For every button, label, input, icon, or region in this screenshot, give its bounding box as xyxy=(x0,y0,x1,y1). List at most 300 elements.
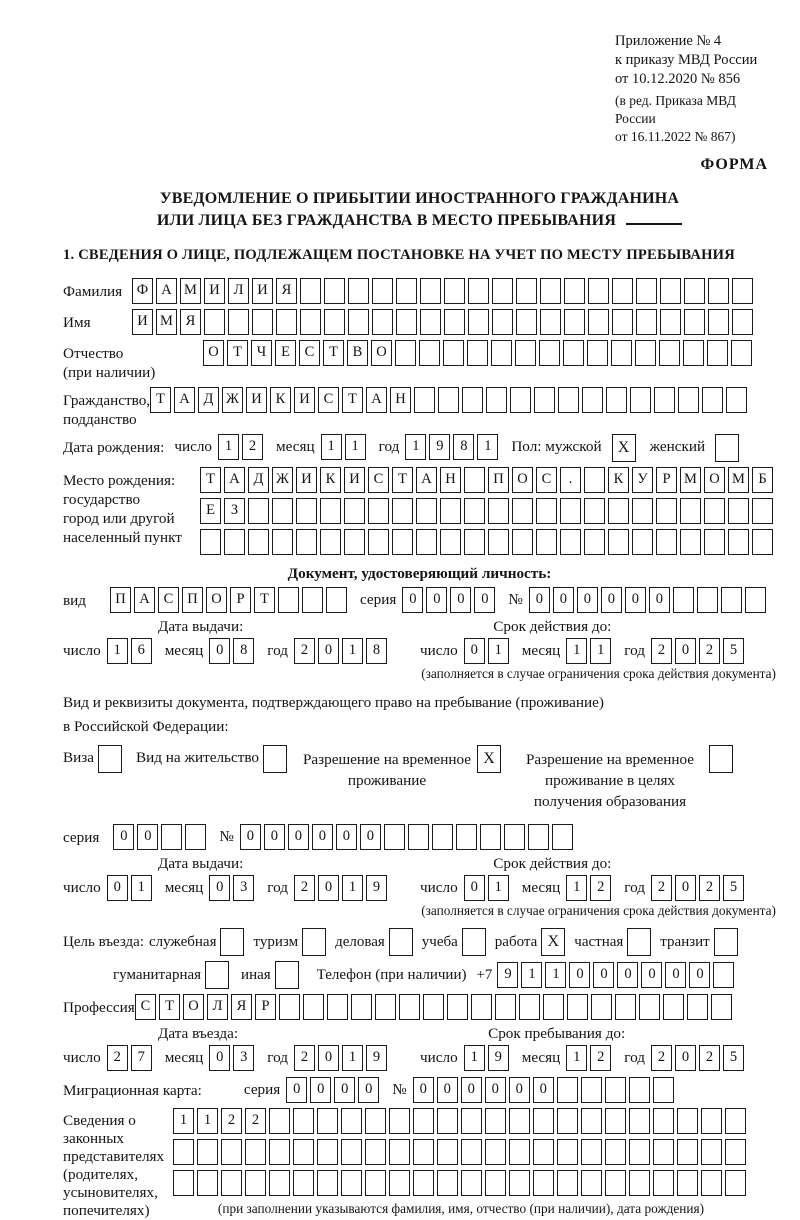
char-cell-empty[interactable] xyxy=(440,529,461,555)
char-cell-empty[interactable] xyxy=(515,340,536,366)
char-cell-filled[interactable]: 2 xyxy=(221,1108,242,1134)
char-cell-empty[interactable] xyxy=(540,309,561,335)
char-cell-filled[interactable]: М xyxy=(156,309,177,335)
char-cell-filled[interactable]: 0 xyxy=(450,587,471,613)
char-cell-empty[interactable] xyxy=(461,1139,482,1165)
char-cell-filled[interactable]: 0 xyxy=(336,824,357,850)
char-cell-empty[interactable] xyxy=(486,387,507,413)
char-cell-filled[interactable]: 0 xyxy=(649,587,670,613)
char-cell-empty[interactable] xyxy=(728,529,749,555)
char-cell-filled[interactable]: 1 xyxy=(342,638,363,664)
char-cell-filled[interactable]: 1 xyxy=(488,875,509,901)
char-cell-empty[interactable] xyxy=(344,498,365,524)
char-cell-filled[interactable]: К xyxy=(320,467,341,493)
char-cell-empty[interactable] xyxy=(635,340,656,366)
char-cell-empty[interactable] xyxy=(605,1170,626,1196)
char-cell-filled[interactable]: Т xyxy=(323,340,344,366)
char-cell-empty[interactable] xyxy=(461,1108,482,1134)
char-cell-empty[interactable] xyxy=(300,309,321,335)
char-cell-filled[interactable]: 0 xyxy=(529,587,550,613)
char-cell-filled[interactable]: И xyxy=(132,309,153,335)
char-cell-empty[interactable] xyxy=(713,962,734,988)
char-cell-filled[interactable]: М xyxy=(728,467,749,493)
char-cell-empty[interactable] xyxy=(462,387,483,413)
char-cell-filled[interactable]: 1 xyxy=(173,1108,194,1134)
char-cell-filled[interactable]: Р xyxy=(230,587,251,613)
char-cell-empty[interactable] xyxy=(228,309,249,335)
char-cell-filled[interactable]: А xyxy=(416,467,437,493)
char-cell-empty[interactable] xyxy=(612,278,633,304)
char-cell-filled[interactable]: 0 xyxy=(426,587,447,613)
char-cell-filled[interactable]: 0 xyxy=(675,1045,696,1071)
char-cell-empty[interactable] xyxy=(278,587,299,613)
char-cell-empty[interactable] xyxy=(560,529,581,555)
char-cell-empty[interactable] xyxy=(663,994,684,1020)
char-cell-filled[interactable]: И xyxy=(252,278,273,304)
char-cell-filled[interactable]: 2 xyxy=(107,1045,128,1071)
char-cell-empty[interactable] xyxy=(365,1139,386,1165)
char-cell-empty[interactable] xyxy=(725,1139,746,1165)
char-cell-empty[interactable] xyxy=(683,340,704,366)
char-cell-empty[interactable] xyxy=(389,1139,410,1165)
char-cell-empty[interactable] xyxy=(612,309,633,335)
char-cell-empty[interactable] xyxy=(389,1108,410,1134)
char-cell-empty[interactable] xyxy=(320,498,341,524)
char-cell-filled[interactable]: 1 xyxy=(590,638,611,664)
char-cell-empty[interactable] xyxy=(197,1170,218,1196)
char-cell-filled[interactable]: К xyxy=(608,467,629,493)
char-cell-filled[interactable]: 1 xyxy=(566,875,587,901)
char-cell-filled[interactable]: Л xyxy=(228,278,249,304)
char-cell-empty[interactable] xyxy=(368,498,389,524)
char-cell-empty[interactable] xyxy=(392,498,413,524)
char-cell-filled[interactable]: 0 xyxy=(675,638,696,664)
char-cell-empty[interactable] xyxy=(341,1170,362,1196)
char-cell-filled[interactable]: И xyxy=(296,467,317,493)
char-cell-empty[interactable] xyxy=(317,1139,338,1165)
char-cell-filled[interactable]: П xyxy=(488,467,509,493)
char-cell-empty[interactable] xyxy=(392,529,413,555)
char-cell-empty[interactable] xyxy=(185,824,206,850)
char-cell-filled[interactable]: 1 xyxy=(342,875,363,901)
char-cell-empty[interactable] xyxy=(519,994,540,1020)
char-cell-filled[interactable]: 0 xyxy=(286,1077,307,1103)
char-cell-filled[interactable]: А xyxy=(224,467,245,493)
char-cell-empty[interactable] xyxy=(200,529,221,555)
char-cell-empty[interactable] xyxy=(680,498,701,524)
char-cell-empty[interactable] xyxy=(636,309,657,335)
char-cell-empty[interactable] xyxy=(432,824,453,850)
char-cell-empty[interactable] xyxy=(606,387,627,413)
char-cell-empty[interactable] xyxy=(536,498,557,524)
char-cell-empty[interactable] xyxy=(540,278,561,304)
char-cell-empty[interactable] xyxy=(563,340,584,366)
char-cell-filled[interactable]: Р xyxy=(255,994,276,1020)
char-cell-empty[interactable] xyxy=(653,1139,674,1165)
char-cell-filled[interactable]: 9 xyxy=(497,962,518,988)
char-cell-empty[interactable] xyxy=(629,1139,650,1165)
char-cell-filled[interactable]: 8 xyxy=(453,434,474,460)
char-cell-empty[interactable] xyxy=(752,498,773,524)
char-cell-empty[interactable] xyxy=(605,1108,626,1134)
char-cell-empty[interactable] xyxy=(221,1170,242,1196)
char-cell-filled[interactable]: 0 xyxy=(360,824,381,850)
char-cell-empty[interactable] xyxy=(636,278,657,304)
purpose-business-checkbox[interactable] xyxy=(389,928,413,956)
char-cell-filled[interactable]: 1 xyxy=(566,638,587,664)
char-cell-empty[interactable] xyxy=(557,1170,578,1196)
char-cell-filled[interactable]: 0 xyxy=(413,1077,434,1103)
char-cell-filled[interactable]: 5 xyxy=(723,638,744,664)
char-cell-filled[interactable]: 2 xyxy=(651,1045,672,1071)
char-cell-empty[interactable] xyxy=(701,1108,722,1134)
char-cell-empty[interactable] xyxy=(509,1170,530,1196)
char-cell-empty[interactable] xyxy=(605,1139,626,1165)
char-cell-empty[interactable] xyxy=(326,587,347,613)
char-cell-empty[interactable] xyxy=(639,994,660,1020)
char-cell-empty[interactable] xyxy=(423,994,444,1020)
char-cell-filled[interactable]: 0 xyxy=(318,638,339,664)
char-cell-filled[interactable]: И xyxy=(246,387,267,413)
char-cell-filled[interactable]: 5 xyxy=(723,875,744,901)
char-cell-empty[interactable] xyxy=(252,309,273,335)
char-cell-empty[interactable] xyxy=(488,498,509,524)
char-cell-filled[interactable]: 1 xyxy=(405,434,426,460)
char-cell-empty[interactable] xyxy=(348,309,369,335)
char-cell-empty[interactable] xyxy=(611,340,632,366)
char-cell-filled[interactable]: 0 xyxy=(209,1045,230,1071)
char-cell-filled[interactable]: 1 xyxy=(488,638,509,664)
char-cell-empty[interactable] xyxy=(725,1108,746,1134)
char-cell-filled[interactable]: 0 xyxy=(113,824,134,850)
char-cell-empty[interactable] xyxy=(365,1108,386,1134)
char-cell-filled[interactable]: 2 xyxy=(699,875,720,901)
char-cell-filled[interactable]: О xyxy=(371,340,392,366)
char-cell-empty[interactable] xyxy=(276,309,297,335)
char-cell-empty[interactable] xyxy=(272,529,293,555)
temp-residence-education-checkbox[interactable] xyxy=(709,745,733,773)
char-cell-empty[interactable] xyxy=(510,387,531,413)
char-cell-filled[interactable]: С xyxy=(158,587,179,613)
char-cell-empty[interactable] xyxy=(485,1170,506,1196)
char-cell-filled[interactable]: С xyxy=(318,387,339,413)
char-cell-empty[interactable] xyxy=(659,340,680,366)
char-cell-filled[interactable]: 0 xyxy=(437,1077,458,1103)
char-cell-empty[interactable] xyxy=(629,1077,650,1103)
char-cell-filled[interactable]: 1 xyxy=(107,638,128,664)
char-cell-empty[interactable] xyxy=(416,529,437,555)
purpose-official-checkbox[interactable] xyxy=(220,928,244,956)
char-cell-empty[interactable] xyxy=(395,340,416,366)
char-cell-empty[interactable] xyxy=(581,1139,602,1165)
char-cell-empty[interactable] xyxy=(533,1170,554,1196)
char-cell-empty[interactable] xyxy=(375,994,396,1020)
char-cell-empty[interactable] xyxy=(704,498,725,524)
char-cell-filled[interactable]: 1 xyxy=(218,434,239,460)
char-cell-filled[interactable]: У xyxy=(632,467,653,493)
char-cell-empty[interactable] xyxy=(732,278,753,304)
char-cell-empty[interactable] xyxy=(660,278,681,304)
char-cell-empty[interactable] xyxy=(372,309,393,335)
char-cell-empty[interactable] xyxy=(413,1170,434,1196)
char-cell-filled[interactable]: А xyxy=(366,387,387,413)
char-cell-filled[interactable]: С xyxy=(536,467,557,493)
char-cell-filled[interactable]: Д xyxy=(248,467,269,493)
char-cell-empty[interactable] xyxy=(269,1139,290,1165)
char-cell-filled[interactable]: 0 xyxy=(318,1045,339,1071)
char-cell-filled[interactable]: Л xyxy=(207,994,228,1020)
char-cell-filled[interactable]: 2 xyxy=(245,1108,266,1134)
char-cell-filled[interactable]: 2 xyxy=(242,434,263,460)
char-cell-empty[interactable] xyxy=(368,529,389,555)
char-cell-filled[interactable]: 1 xyxy=(131,875,152,901)
char-cell-empty[interactable] xyxy=(344,529,365,555)
char-cell-empty[interactable] xyxy=(464,467,485,493)
char-cell-empty[interactable] xyxy=(557,1108,578,1134)
char-cell-filled[interactable]: Б xyxy=(752,467,773,493)
char-cell-filled[interactable]: Ж xyxy=(222,387,243,413)
char-cell-empty[interactable] xyxy=(488,529,509,555)
char-cell-empty[interactable] xyxy=(173,1170,194,1196)
char-cell-empty[interactable] xyxy=(533,1108,554,1134)
char-cell-empty[interactable] xyxy=(419,340,440,366)
char-cell-empty[interactable] xyxy=(654,387,675,413)
char-cell-empty[interactable] xyxy=(447,994,468,1020)
char-cell-empty[interactable] xyxy=(528,824,549,850)
char-cell-filled[interactable]: 1 xyxy=(321,434,342,460)
char-cell-empty[interactable] xyxy=(588,278,609,304)
char-cell-empty[interactable] xyxy=(629,1170,650,1196)
char-cell-empty[interactable] xyxy=(708,278,729,304)
char-cell-empty[interactable] xyxy=(437,1108,458,1134)
char-cell-filled[interactable]: Т xyxy=(200,467,221,493)
char-cell-empty[interactable] xyxy=(495,994,516,1020)
char-cell-filled[interactable]: 1 xyxy=(464,1045,485,1071)
char-cell-empty[interactable] xyxy=(245,1139,266,1165)
char-cell-filled[interactable]: 2 xyxy=(294,1045,315,1071)
char-cell-empty[interactable] xyxy=(656,498,677,524)
char-cell-filled[interactable]: П xyxy=(110,587,131,613)
char-cell-filled[interactable]: М xyxy=(680,467,701,493)
char-cell-filled[interactable]: 0 xyxy=(312,824,333,850)
char-cell-filled[interactable]: 1 xyxy=(345,434,366,460)
char-cell-filled[interactable]: 2 xyxy=(699,638,720,664)
char-cell-empty[interactable] xyxy=(684,309,705,335)
char-cell-filled[interactable]: 2 xyxy=(590,1045,611,1071)
char-cell-empty[interactable] xyxy=(608,529,629,555)
char-cell-empty[interactable] xyxy=(173,1139,194,1165)
char-cell-filled[interactable]: 8 xyxy=(366,638,387,664)
temp-residence-checkbox[interactable]: X xyxy=(477,745,501,773)
char-cell-empty[interactable] xyxy=(653,1170,674,1196)
char-cell-filled[interactable]: 0 xyxy=(402,587,423,613)
char-cell-filled[interactable]: Ч xyxy=(251,340,272,366)
char-cell-filled[interactable]: З xyxy=(224,498,245,524)
char-cell-empty[interactable] xyxy=(605,1077,626,1103)
char-cell-empty[interactable] xyxy=(536,529,557,555)
char-cell-filled[interactable]: 7 xyxy=(131,1045,152,1071)
visa-checkbox[interactable] xyxy=(98,745,122,773)
male-checkbox[interactable]: X xyxy=(612,434,636,462)
char-cell-empty[interactable] xyxy=(485,1108,506,1134)
char-cell-filled[interactable]: С xyxy=(368,467,389,493)
char-cell-empty[interactable] xyxy=(677,1170,698,1196)
char-cell-empty[interactable] xyxy=(728,498,749,524)
char-cell-empty[interactable] xyxy=(161,824,182,850)
char-cell-empty[interactable] xyxy=(438,387,459,413)
char-cell-filled[interactable]: Н xyxy=(390,387,411,413)
char-cell-empty[interactable] xyxy=(444,278,465,304)
char-cell-empty[interactable] xyxy=(396,278,417,304)
char-cell-empty[interactable] xyxy=(317,1108,338,1134)
char-cell-filled[interactable]: И xyxy=(204,278,225,304)
char-cell-filled[interactable]: С xyxy=(299,340,320,366)
char-cell-empty[interactable] xyxy=(680,529,701,555)
char-cell-empty[interactable] xyxy=(552,824,573,850)
char-cell-empty[interactable] xyxy=(351,994,372,1020)
char-cell-empty[interactable] xyxy=(416,498,437,524)
char-cell-empty[interactable] xyxy=(567,994,588,1020)
char-cell-empty[interactable] xyxy=(711,994,732,1020)
char-cell-empty[interactable] xyxy=(587,340,608,366)
char-cell-filled[interactable]: 0 xyxy=(240,824,261,850)
char-cell-filled[interactable]: О xyxy=(206,587,227,613)
char-cell-empty[interactable] xyxy=(684,278,705,304)
char-cell-filled[interactable]: Ж xyxy=(272,467,293,493)
char-cell-filled[interactable]: Я xyxy=(180,309,201,335)
char-cell-empty[interactable] xyxy=(731,340,752,366)
char-cell-empty[interactable] xyxy=(440,498,461,524)
char-cell-empty[interactable] xyxy=(632,529,653,555)
char-cell-empty[interactable] xyxy=(697,587,718,613)
char-cell-empty[interactable] xyxy=(372,278,393,304)
char-cell-filled[interactable]: 0 xyxy=(209,638,230,664)
char-cell-empty[interactable] xyxy=(701,1170,722,1196)
char-cell-filled[interactable]: 9 xyxy=(488,1045,509,1071)
char-cell-empty[interactable] xyxy=(557,1077,578,1103)
char-cell-filled[interactable]: 0 xyxy=(209,875,230,901)
char-cell-filled[interactable]: В xyxy=(347,340,368,366)
char-cell-empty[interactable] xyxy=(272,498,293,524)
char-cell-filled[interactable]: Т xyxy=(150,387,171,413)
char-cell-empty[interactable] xyxy=(396,309,417,335)
char-cell-empty[interactable] xyxy=(293,1170,314,1196)
char-cell-filled[interactable]: 0 xyxy=(689,962,710,988)
char-cell-empty[interactable] xyxy=(464,529,485,555)
char-cell-filled[interactable]: И xyxy=(294,387,315,413)
char-cell-filled[interactable]: Т xyxy=(159,994,180,1020)
char-cell-filled[interactable]: 0 xyxy=(485,1077,506,1103)
char-cell-empty[interactable] xyxy=(660,309,681,335)
char-cell-filled[interactable]: 2 xyxy=(294,638,315,664)
char-cell-filled[interactable]: 0 xyxy=(617,962,638,988)
char-cell-empty[interactable] xyxy=(492,278,513,304)
purpose-work-checkbox[interactable]: X xyxy=(541,928,565,956)
char-cell-empty[interactable] xyxy=(224,529,245,555)
char-cell-filled[interactable]: 0 xyxy=(474,587,495,613)
char-cell-filled[interactable]: 0 xyxy=(288,824,309,850)
char-cell-empty[interactable] xyxy=(461,1170,482,1196)
char-cell-empty[interactable] xyxy=(420,309,441,335)
char-cell-empty[interactable] xyxy=(539,340,560,366)
char-cell-empty[interactable] xyxy=(221,1139,242,1165)
char-cell-filled[interactable]: Я xyxy=(276,278,297,304)
char-cell-filled[interactable]: Т xyxy=(392,467,413,493)
char-cell-empty[interactable] xyxy=(464,498,485,524)
purpose-tourism-checkbox[interactable] xyxy=(302,928,326,956)
char-cell-empty[interactable] xyxy=(726,387,747,413)
char-cell-filled[interactable]: 1 xyxy=(477,434,498,460)
char-cell-empty[interactable] xyxy=(248,529,269,555)
char-cell-empty[interactable] xyxy=(516,309,537,335)
char-cell-empty[interactable] xyxy=(279,994,300,1020)
char-cell-empty[interactable] xyxy=(197,1139,218,1165)
char-cell-filled[interactable]: 0 xyxy=(641,962,662,988)
char-cell-filled[interactable]: 0 xyxy=(675,875,696,901)
char-cell-empty[interactable] xyxy=(245,1170,266,1196)
char-cell-empty[interactable] xyxy=(341,1139,362,1165)
char-cell-empty[interactable] xyxy=(584,529,605,555)
char-cell-filled[interactable]: 1 xyxy=(197,1108,218,1134)
char-cell-filled[interactable]: 9 xyxy=(366,1045,387,1071)
char-cell-empty[interactable] xyxy=(708,309,729,335)
char-cell-filled[interactable]: О xyxy=(704,467,725,493)
char-cell-empty[interactable] xyxy=(656,529,677,555)
char-cell-filled[interactable]: 8 xyxy=(233,638,254,664)
char-cell-empty[interactable] xyxy=(582,387,603,413)
char-cell-empty[interactable] xyxy=(584,467,605,493)
char-cell-filled[interactable]: 0 xyxy=(569,962,590,988)
char-cell-empty[interactable] xyxy=(327,994,348,1020)
char-cell-filled[interactable]: Т xyxy=(254,587,275,613)
char-cell-filled[interactable]: 0 xyxy=(358,1077,379,1103)
char-cell-filled[interactable]: А xyxy=(134,587,155,613)
char-cell-empty[interactable] xyxy=(591,994,612,1020)
char-cell-empty[interactable] xyxy=(564,278,585,304)
char-cell-filled[interactable]: 0 xyxy=(264,824,285,850)
residence-permit-checkbox[interactable] xyxy=(263,745,287,773)
char-cell-empty[interactable] xyxy=(420,278,441,304)
char-cell-empty[interactable] xyxy=(632,498,653,524)
char-cell-filled[interactable]: 0 xyxy=(310,1077,331,1103)
char-cell-filled[interactable]: Т xyxy=(342,387,363,413)
char-cell-empty[interactable] xyxy=(492,309,513,335)
char-cell-filled[interactable]: 0 xyxy=(509,1077,530,1103)
char-cell-empty[interactable] xyxy=(677,1108,698,1134)
char-cell-empty[interactable] xyxy=(673,587,694,613)
char-cell-empty[interactable] xyxy=(707,340,728,366)
char-cell-empty[interactable] xyxy=(348,278,369,304)
char-cell-filled[interactable]: О xyxy=(203,340,224,366)
char-cell-filled[interactable]: М xyxy=(180,278,201,304)
char-cell-empty[interactable] xyxy=(533,1139,554,1165)
char-cell-empty[interactable] xyxy=(491,340,512,366)
char-cell-filled[interactable]: 0 xyxy=(464,875,485,901)
char-cell-empty[interactable] xyxy=(471,994,492,1020)
char-cell-empty[interactable] xyxy=(443,340,464,366)
char-cell-empty[interactable] xyxy=(564,309,585,335)
purpose-transit-checkbox[interactable] xyxy=(714,928,738,956)
char-cell-empty[interactable] xyxy=(725,1170,746,1196)
char-cell-filled[interactable]: А xyxy=(174,387,195,413)
char-cell-empty[interactable] xyxy=(512,529,533,555)
char-cell-filled[interactable]: 1 xyxy=(521,962,542,988)
char-cell-filled[interactable]: 1 xyxy=(545,962,566,988)
char-cell-filled[interactable]: 0 xyxy=(601,587,622,613)
char-cell-empty[interactable] xyxy=(581,1108,602,1134)
char-cell-filled[interactable]: 3 xyxy=(233,1045,254,1071)
char-cell-filled[interactable]: О xyxy=(512,467,533,493)
